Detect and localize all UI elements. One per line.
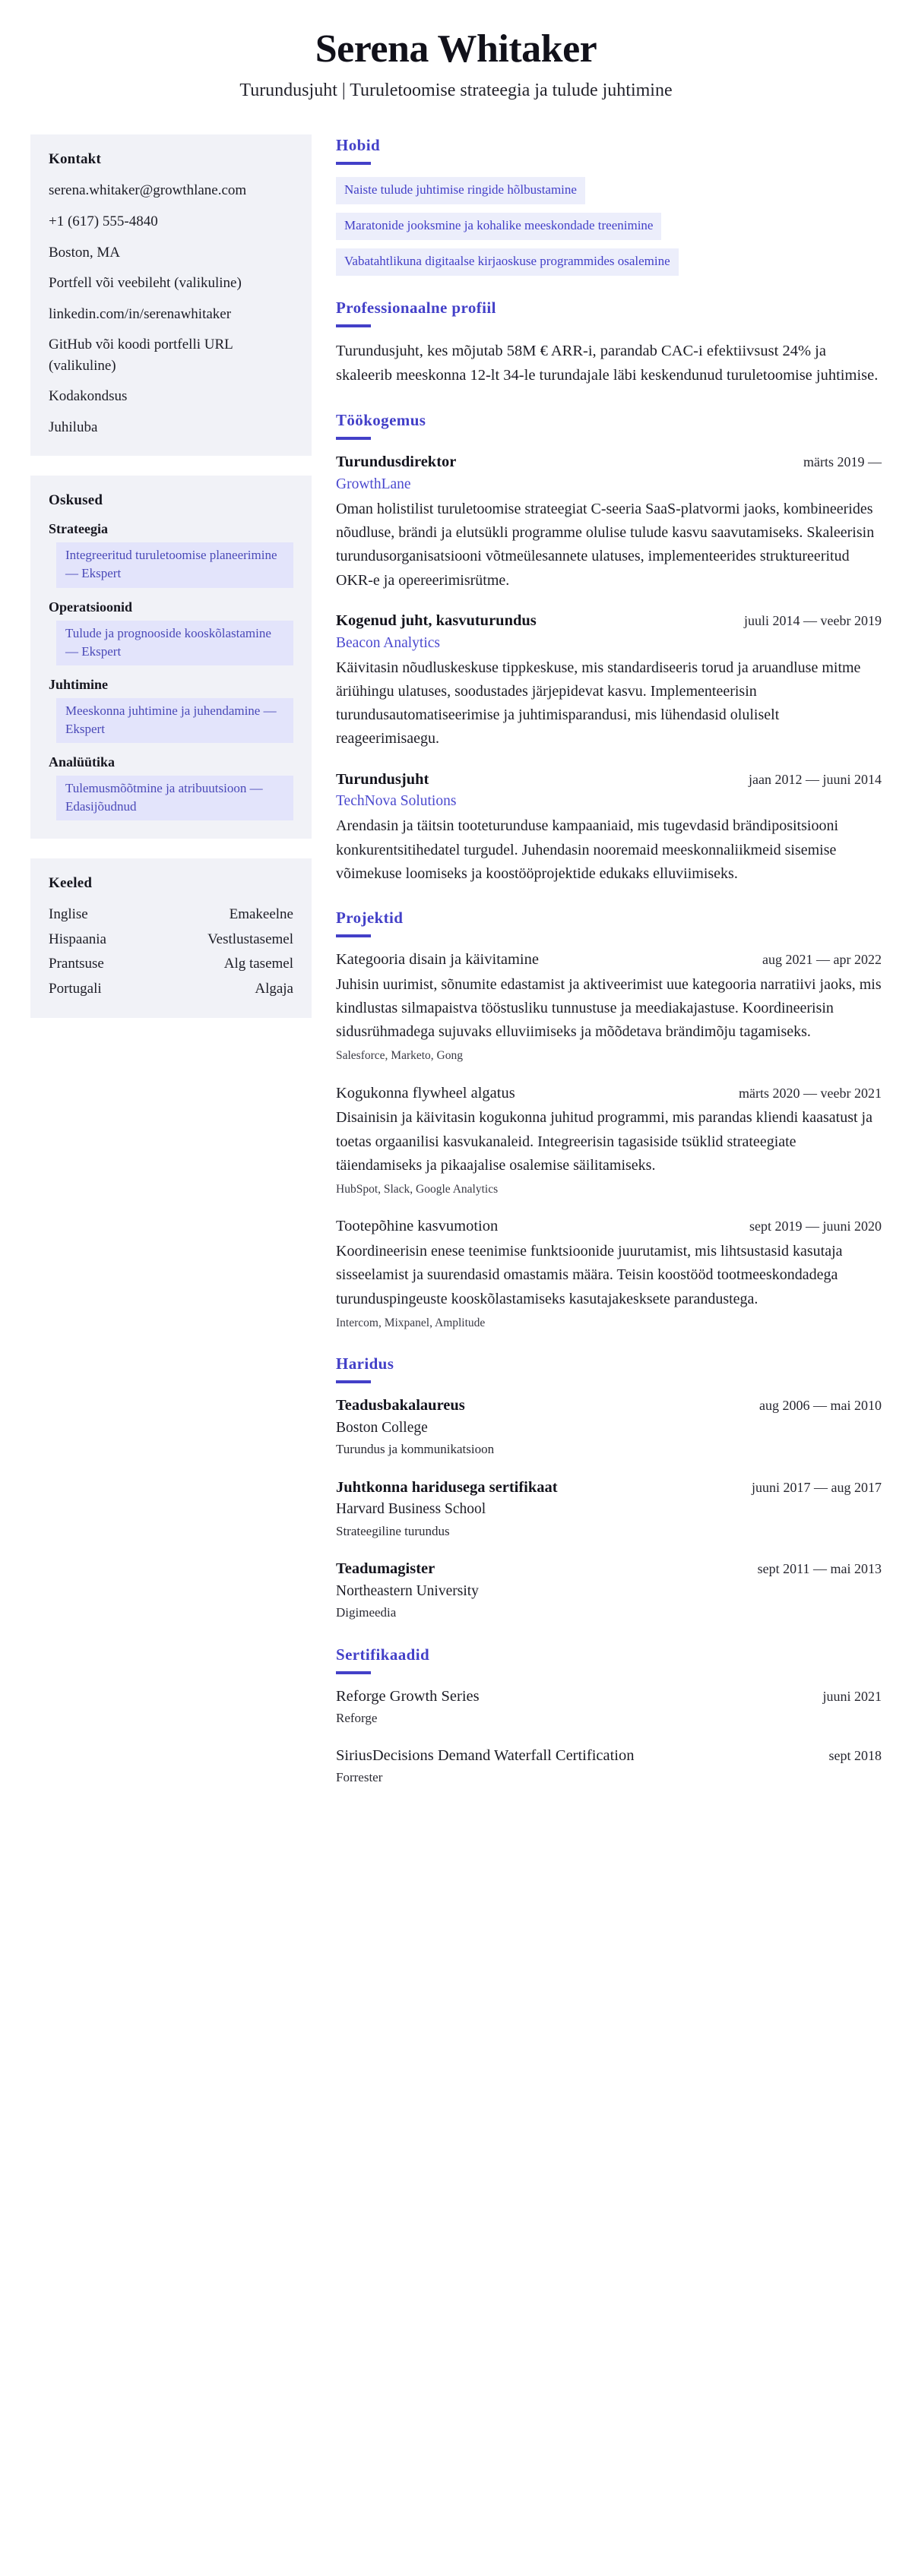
hobby-tag: Maratonide jooksmine ja kohalike meeskondade treenimine [336,213,661,240]
experience-section [336,411,882,886]
experience-entry [336,611,882,751]
entry-header [336,770,882,791]
entry-header [336,1216,882,1237]
job-title: Kogenud juht, kasvuturundus [336,612,537,629]
language-level: Emakeelne [229,906,293,923]
certification-issuer: Forrester [336,1769,383,1784]
skill-group-operations [49,599,293,665]
section-divider [336,324,371,327]
candidate-name: Serena Whitaker [315,27,597,71]
certifications-section [336,1645,882,1787]
skill-group-leadership [49,677,293,743]
project-title: Kogukonna flywheel algatus [336,1084,515,1102]
profile-section [336,299,882,388]
hobbies-section [336,136,882,276]
job-date: märts 2019 — [803,454,882,470]
skill-pill: Tulude ja prognooside kooskõlastamine — Ekspert [56,621,293,665]
job-description: Käivitasin nõudluskeskuse tippkeskuse, mis standardiseeris torud ja aruandluse mitme äriühingu ulatuses, soodustades järjepidevat kasvu. Implementeerisin turundusautomatiseerimise ja juhtimisparandusi, mis lühendasid oluliselt reageerimisaegu. [336,659,861,748]
field-of-study: Strateegiline turundus [336,1523,450,1538]
language-level: Algaja [255,980,293,997]
skill-group-analytics [49,754,293,820]
language-row [49,904,293,926]
projects-section [336,909,882,1332]
languages-card [30,858,312,1018]
entry-header [336,1746,882,1767]
sidebar [30,134,312,1038]
project-date: sept 2019 — juuni 2020 [749,1218,882,1234]
entry-header [336,1559,882,1580]
profile-text: Turundusjuht, kes mõjutab 58M € ARR-i, parandab CAC-i efektiivsust 24% ja skaleerib meeskonna 12-lt 34-le turundajale läbi keskendunud turuletoomise juhtimise. [336,343,879,384]
project-title: Kategooria disain ja käivitamine [336,951,539,969]
contact-phone[interactable]: +1 (617) 555-4840 [49,213,158,229]
experience-entry [336,770,882,887]
project-entry [336,1216,882,1332]
entry-header [336,1478,882,1499]
skill-pill: Tulemusmõõtmine ja atribuutsioon — Edasijõudnud [56,776,293,820]
skill-group-label: Analüütika [49,754,116,770]
language-name: Portugali [49,980,102,997]
language-row [49,953,293,975]
field-of-study: Digimeedia [336,1605,397,1620]
certification-entry [336,1746,882,1787]
project-date: märts 2020 — veebr 2021 [739,1085,882,1101]
languages-title: Keeled [49,875,93,892]
contact-location: Boston, MA [49,244,120,261]
projects-title: Projektid [336,909,404,928]
language-row [49,978,293,1000]
job-company: GrowthLane [336,476,411,492]
entry-header [336,1083,882,1105]
skill-group-label: Strateegia [49,521,108,537]
job-date: juuli 2014 — veebr 2019 [744,612,882,628]
contact-linkedin[interactable]: linkedin.com/in/serenawhitaker [49,305,232,322]
language-level: Alg tasemel [223,956,293,972]
project-title: Tootepõhine kasvumotion [336,1218,499,1235]
contact-github[interactable]: GitHub või koodi portfelli URL (valikuline) [49,337,233,374]
skill-pill: Meeskonna juhtimine ja juhendamine — Ekspert [56,698,293,743]
section-divider [336,437,371,440]
language-row [49,929,293,951]
certification-entry [336,1686,882,1727]
profile-title: Professionaalne profiil [336,299,496,318]
job-company: Beacon Analytics [336,634,441,651]
degree-date: juuni 2017 — aug 2017 [752,1479,882,1495]
field-of-study: Turundus ja kommunikatsioon [336,1442,495,1457]
resume-body [0,109,912,1810]
entry-header [336,452,882,473]
project-entry [336,950,882,1065]
job-title: Turundusdirektor [336,454,457,471]
certification-name: Reforge Growth Series [336,1687,480,1705]
entry-header [336,611,882,632]
language-name: Prantsuse [49,956,104,972]
job-description: Arendasin ja täitsin tooteturunduse kampaaniaid, mis tugevdasid brändipositsiooni konkurentsitihedatel turgudel. Juhendasin nooremaid meeskonnaliikmeid sisemise võimekuse loomiseks ja koostööprojektide edukaks elluviimiseks. [336,817,838,882]
school-name: Harvard Business School [336,1501,486,1518]
project-tools: Salesforce, Marketo, Gong [336,1049,464,1063]
candidate-headline: Turundusjuht | Turuletoomise strateegia ja tulude juhtimine [239,81,673,101]
resume-header [0,0,912,109]
main-column [336,134,882,1810]
contact-email[interactable]: serena.whitaker@growthlane.com [49,182,247,199]
degree-title: Teadumagister [336,1560,435,1578]
contact-citizenship: Kodakondsus [49,388,128,405]
contact-driving-license: Juhiluba [49,419,98,435]
certification-date: sept 2018 [828,1748,882,1764]
skill-group-strategy [49,521,293,587]
language-level: Vestlustasemel [207,931,293,947]
experience-entry [336,452,882,593]
degree-title: Juhtkonna haridusega sertifikaat [336,1478,558,1496]
skill-pill: Integreeritud turuletoomise planeerimine — Ekspert [56,542,293,587]
education-section [336,1354,882,1623]
certification-issuer: Reforge [336,1710,378,1725]
degree-title: Teadusbakalaureus [336,1397,465,1414]
contact-title: Kontakt [49,151,101,168]
language-name: Inglise [49,906,88,923]
certifications-title: Sertifikaadid [336,1645,430,1664]
project-description: Disainisin ja käivitasin kogukonna juhitud programmi, mis parandas kliendi kaasatust ja toetas orgaanilisi kasvukanaleid. Integreerisin tagasiside tsüklid strateegiate täiendamiseks ja pikaajalise osalemise säilitamiseks. [336,1109,872,1174]
section-divider [336,1380,371,1383]
project-description: Koordineerisin enese teenimise funktsioonide juurutamist, mis lihtsustasid kasutaja sisseelamist ja suurendasid omastamis määra. Teisin koostööd tootmeeskondadega turunduspingeuste kooskõlastamiseks kasutajakesksete parandustega. [336,1243,843,1307]
job-description: Oman holistilist turuletoomise strateegiat C-seeria SaaS-platvormi jaoks, kombineerides nõudluse, brändi ja elutsükli programme olulise tulude kasvu saavutamiseks. Skaleerisin turundusorganisatsiooni võtmeülesannete ulatuses, implementeerides struktureeritud OKR-e ja opereerimisrütme. [336,501,875,589]
skills-card [30,476,312,839]
hobby-tag: Naiste tulude juhtimise ringide hõlbustamine [336,177,585,204]
certification-name: SiriusDecisions Demand Waterfall Certification [336,1747,635,1765]
education-title: Haridus [336,1354,394,1373]
section-divider [336,1671,371,1674]
contact-card [30,134,312,456]
education-entry [336,1395,882,1459]
project-date: aug 2021 — apr 2022 [762,952,882,968]
hobbies-title: Hobid [336,136,381,155]
degree-date: sept 2011 — mai 2013 [757,1561,882,1577]
project-description: Juhisin uurimist, sõnumite edastamist ja aktiveerimist uue kategooria narratiivi jaoks, mis kindlustas silmapaistva tööstusliku tunnustuse ja meediakajastuse. Koordineerisin sidusrühmadega sujuvaks elluviimiseks ja mõõdetava brändimõju tagamiseks. [336,975,882,1041]
certification-date: juuni 2021 [822,1688,882,1704]
job-date: jaan 2012 — juuni 2014 [749,771,882,787]
skills-title: Oskused [49,492,103,509]
experience-title: Töökogemus [336,411,426,430]
education-entry [336,1559,882,1623]
education-entry [336,1478,882,1541]
degree-date: aug 2006 — mai 2010 [759,1398,882,1414]
contact-portfolio[interactable]: Portfell või veebileht (valikuline) [49,275,242,292]
skill-group-label: Operatsioonid [49,599,133,615]
project-tools: HubSpot, Slack, Google Analytics [336,1182,499,1196]
school-name: Northeastern University [336,1582,479,1599]
job-title: Turundusjuht [336,770,429,788]
language-name: Hispaania [49,931,106,947]
section-divider [336,934,371,937]
school-name: Boston College [336,1419,428,1436]
entry-header [336,950,882,971]
job-company: TechNova Solutions [336,793,457,810]
project-entry [336,1083,882,1199]
skill-group-label: Juhtimine [49,676,109,692]
entry-header [336,1686,882,1708]
section-divider [336,162,371,165]
entry-header [336,1395,882,1417]
hobby-tag: Vabatahtlikuna digitaalse kirjaoskuse programmides osalemine [336,248,679,276]
project-tools: Intercom, Mixpanel, Amplitude [336,1316,486,1329]
